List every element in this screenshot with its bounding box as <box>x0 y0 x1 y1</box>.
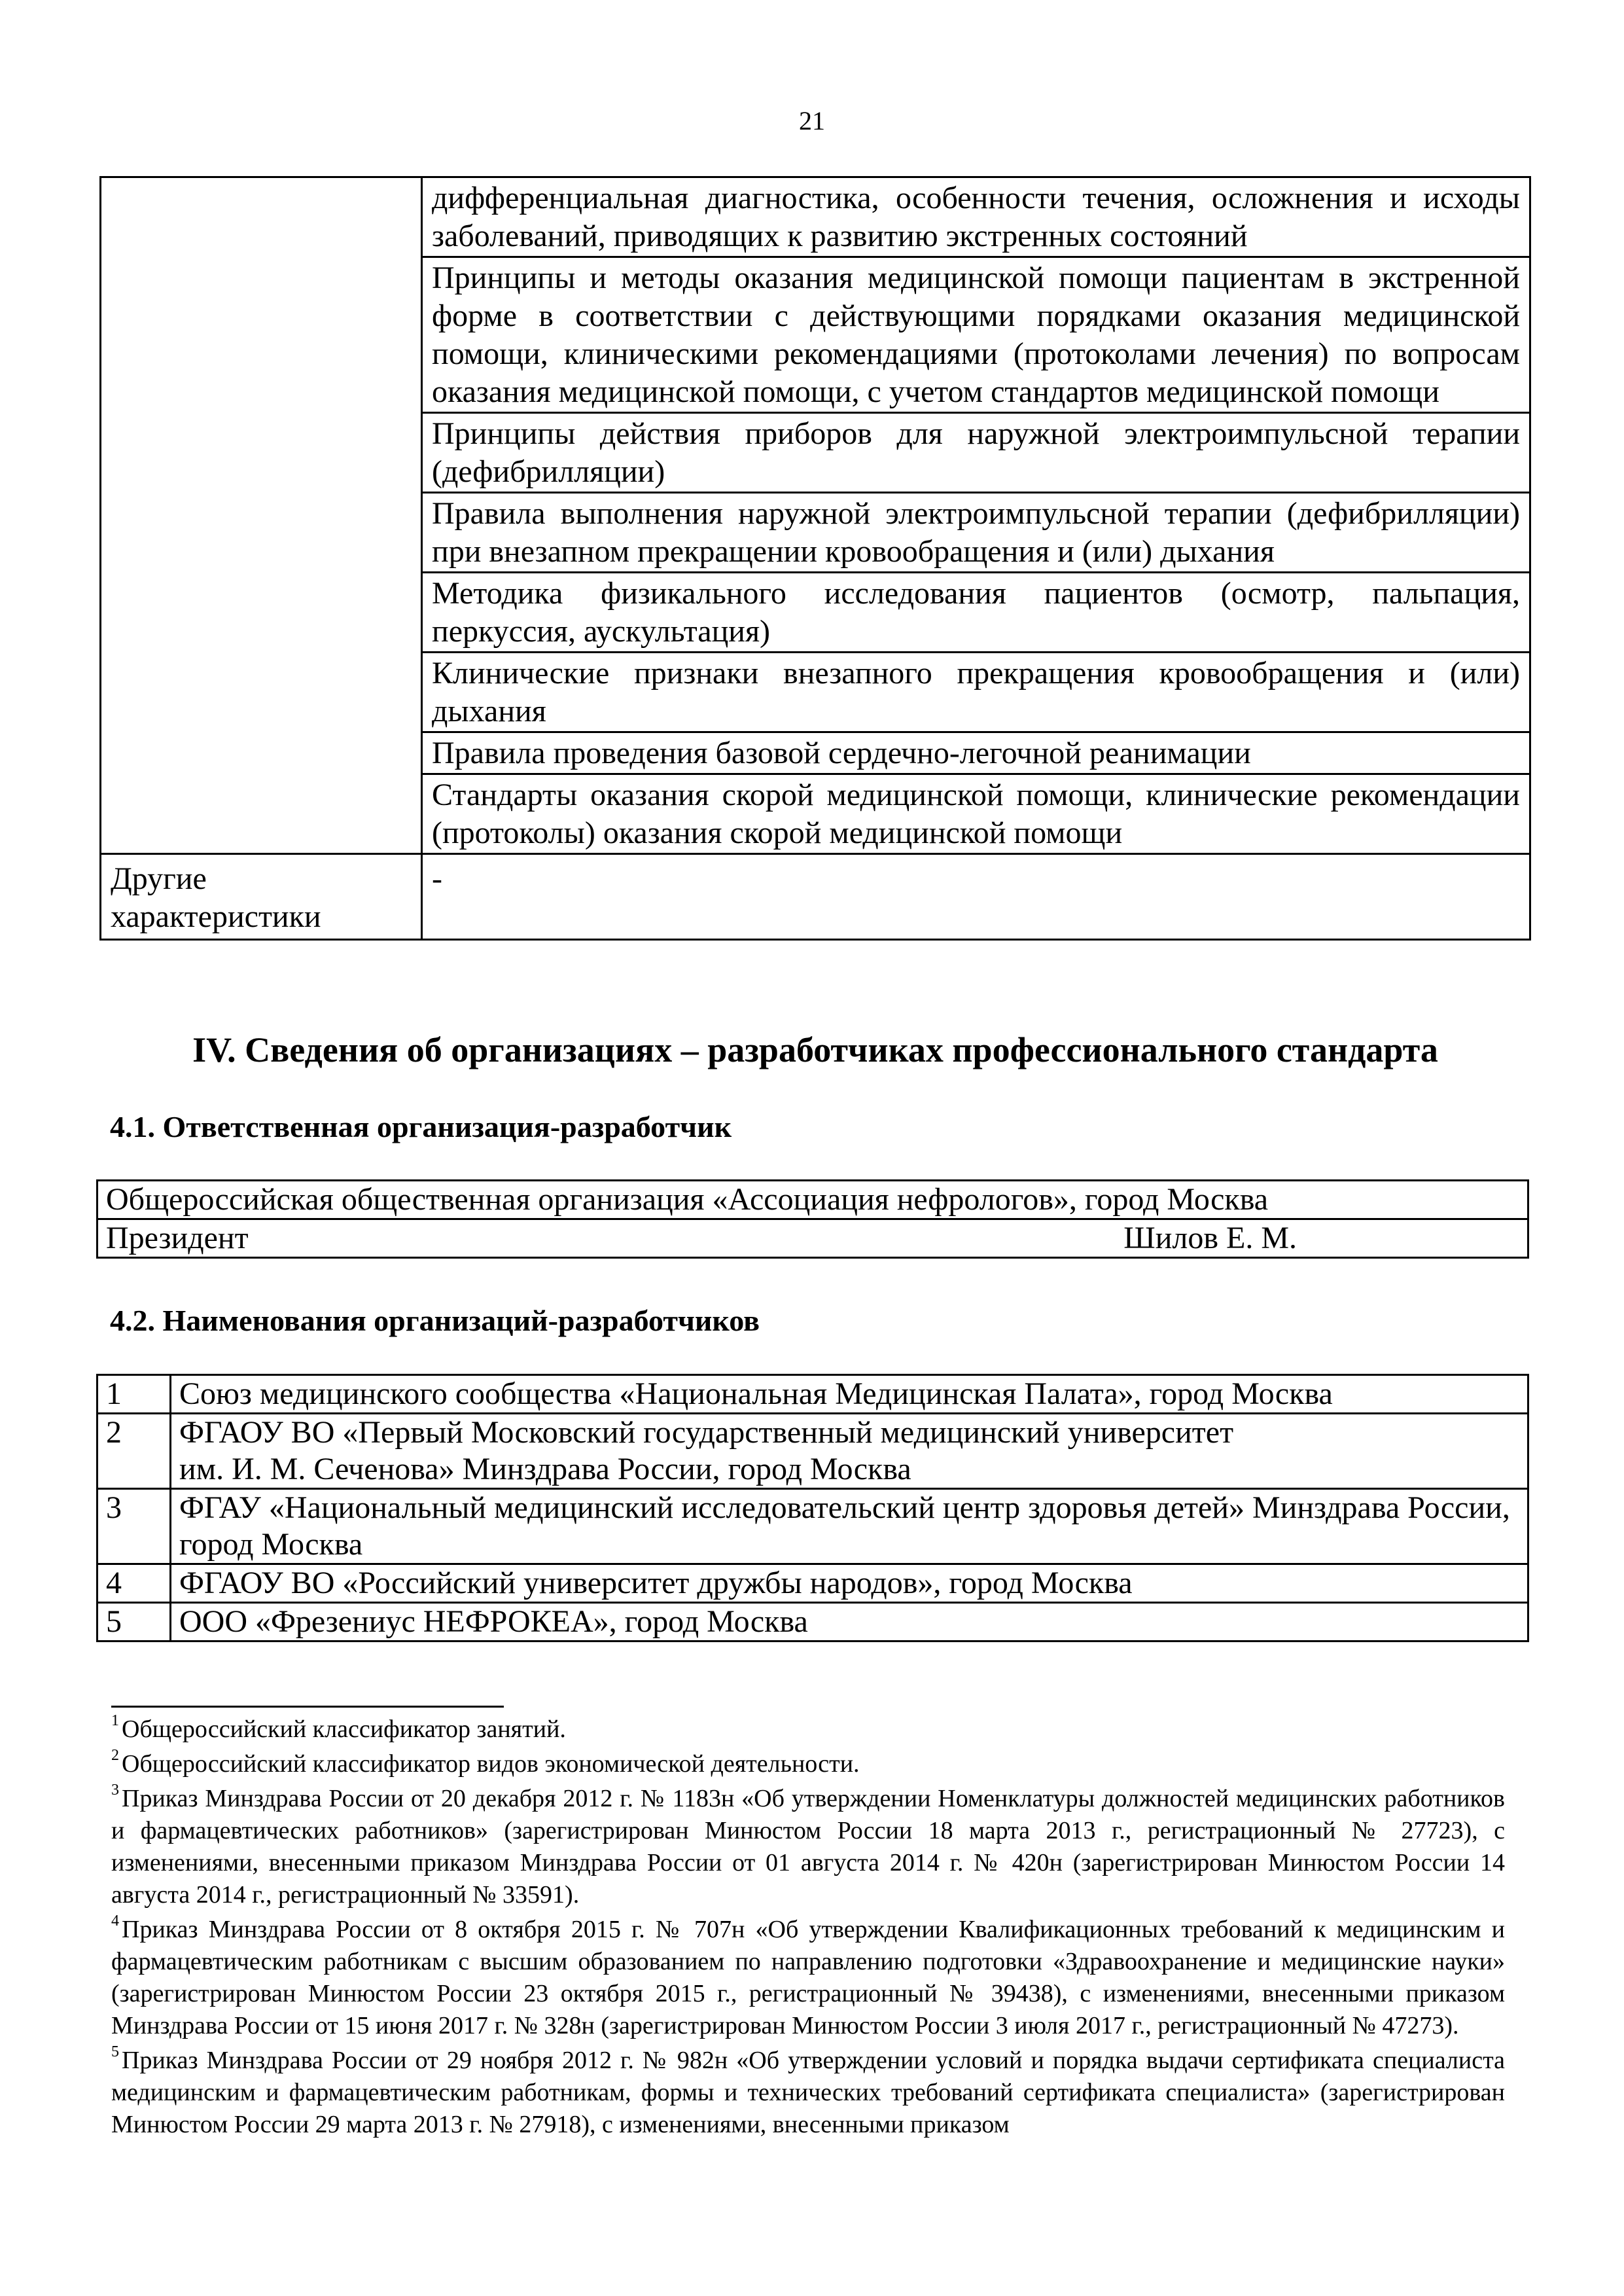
developer-name: Союз медицинского сообщества «Национальная Медицинская Палата», город Москва <box>171 1375 1528 1414</box>
table-row <box>97 1414 1528 1489</box>
footnote-mark: 2 <box>111 1747 119 1765</box>
developer-name-cell <box>171 1414 1528 1489</box>
knowledge-item: Клинические признаки внезапного прекращения кровообращения и (или) дыхания <box>422 653 1530 732</box>
footnote-mark: 3 <box>111 1782 119 1799</box>
responsible-org-name: Общероссийская общественная организация «Ассоциация нефрологов», город Москва <box>97 1181 1528 1219</box>
footnote-text: Приказ Минздрава России от 29 ноября 2012 г. № 982н «Об утверждении условий и порядка выдачи сертификата специалиста медицинским и фармацевтическим работникам, формы и технических требований сертификата специалиста» (зарегистрирован Минюстом России 29 марта 2013 г. № 27918), с изменениями, внесенными приказом <box>111 2047 1505 2138</box>
footnote-text: Приказ Минздрава России от 20 декабря 2012 г. № 1183н «Об утверждении Номенклатуры должностей медицинских работников и фармацевтических работников» (зарегистрирован Минюстом России 18 марта 2013 г., регистрационный № 27723), с изменениями, внесенными приказом Минздрава России от 01 августа 2014 г. № 420н (зарегистрирован Минюстом России 14 августа 2014 г., регистрационный № 33591). <box>111 1785 1505 1909</box>
president-label: Президент <box>106 1221 249 1255</box>
knowledge-item: Правила проведения базовой сердечно-легочной реанимации <box>422 732 1530 774</box>
footnote-text: Приказ Минздрава России от 8 октября 2015 г. № 707н «Об утверждении Квалификационных требований к медицинским и фармацевтическим работникам с высшим образованием по направлению подготовки «Здравоохранение и медицинские науки» (зарегистрирован Минюстом России 23 октября 2015 г., регистрационный № 39438), с изменениями, внесенными приказом Минздрава России от 15 июня 2017 г. № 328н (зарегистрирован Минюстом России 3 июля 2017 г., регистрационный № 47273). <box>111 1916 1505 2039</box>
page-number: 21 <box>799 106 825 135</box>
footnote-text: Общероссийский классификатор видов экономической деятельности. <box>122 1750 860 1778</box>
row-number: 2 <box>97 1414 171 1489</box>
footnote <box>111 1783 1505 1911</box>
knowledge-item: Правила выполнения наружной электроимпульсной терапии (дефибрилляции) при внезапном прекращении кровообращения и (или) дыхания <box>422 493 1530 573</box>
other-characteristics-value: - <box>422 854 1530 940</box>
table-row <box>97 1181 1528 1219</box>
table-row <box>97 1489 1528 1564</box>
developers-table <box>96 1374 1529 1642</box>
footnote-divider <box>111 1706 504 1708</box>
footnotes <box>111 1713 1505 2144</box>
table-row <box>101 177 1530 257</box>
developer-name: ФГАОУ ВО «Первый Московский государственный медицинский университет <box>179 1415 1234 1450</box>
developer-name: ФГАУ «Национальный медицинский исследовательский центр здоровья детей» Минздрава России, город Москва <box>171 1489 1528 1564</box>
table-row <box>97 1219 1528 1258</box>
developer-name: ФГАОУ ВО «Российский университет дружбы народов», город Москва <box>171 1564 1528 1603</box>
row-number: 4 <box>97 1564 171 1603</box>
footnote <box>111 1914 1505 2042</box>
footnote-mark: 1 <box>111 1712 119 1730</box>
row-number: 3 <box>97 1489 171 1564</box>
knowledge-item: Принципы и методы оказания медицинской помощи пациентам в экстренной форме в соответствии с действующими порядками оказания медицинской помощи, клиническими рекомендациями (протоколами лечения) по вопросам оказания медицинской помощи, с учетом стандартов медицинской помощи <box>422 257 1530 413</box>
knowledge-item: Стандарты оказания скорой медицинской помощи, клинические рекомендации (протоколы) оказания скорой медицинской помощи <box>422 774 1530 854</box>
table-cell-empty <box>101 177 422 854</box>
knowledge-table <box>99 176 1531 941</box>
other-characteristics-label: Другие характеристики <box>101 854 422 940</box>
footnote <box>111 1713 1505 1746</box>
footnote <box>111 1748 1505 1780</box>
table-row <box>97 1603 1528 1641</box>
table-row <box>97 1564 1528 1603</box>
table-row <box>97 1375 1528 1414</box>
footnote-text: Общероссийский классификатор занятий. <box>122 1715 566 1743</box>
developer-name-continued: им. И. М. Сеченова» Минздрава России, город Москва <box>179 1452 911 1486</box>
developers-heading: 4.2. Наименования организаций-разработчиков <box>110 1304 760 1337</box>
knowledge-item: дифференциальная диагностика, особенности течения, осложнения и исходы заболеваний, приводящих к развитию экстренных состояний <box>422 177 1530 257</box>
other-characteristics-row <box>101 854 1530 940</box>
responsible-org-table <box>96 1179 1529 1259</box>
knowledge-item: Принципы действия приборов для наружной электроимпульсной терапии (дефибрилляции) <box>422 413 1530 493</box>
knowledge-item: Методика физикального исследования пациентов (осмотр, пальпация, перкуссия, аускультация) <box>422 573 1530 653</box>
developer-name: ООО «Фрезениус НЕФРОКЕА», город Москва <box>171 1603 1528 1641</box>
footnote <box>111 2045 1505 2141</box>
row-number: 1 <box>97 1375 171 1414</box>
responsible-org-heading: 4.1. Ответственная организация-разработчик <box>110 1110 732 1143</box>
section-title: IV. Сведения об организациях – разработчиках профессионального стандарта <box>192 1030 1438 1069</box>
president-name: Шилов Е. М. <box>1123 1221 1297 1255</box>
footnote-mark: 4 <box>111 1912 119 1930</box>
footnote-mark: 5 <box>111 2043 119 2061</box>
president-cell <box>97 1219 1528 1258</box>
row-number: 5 <box>97 1603 171 1641</box>
